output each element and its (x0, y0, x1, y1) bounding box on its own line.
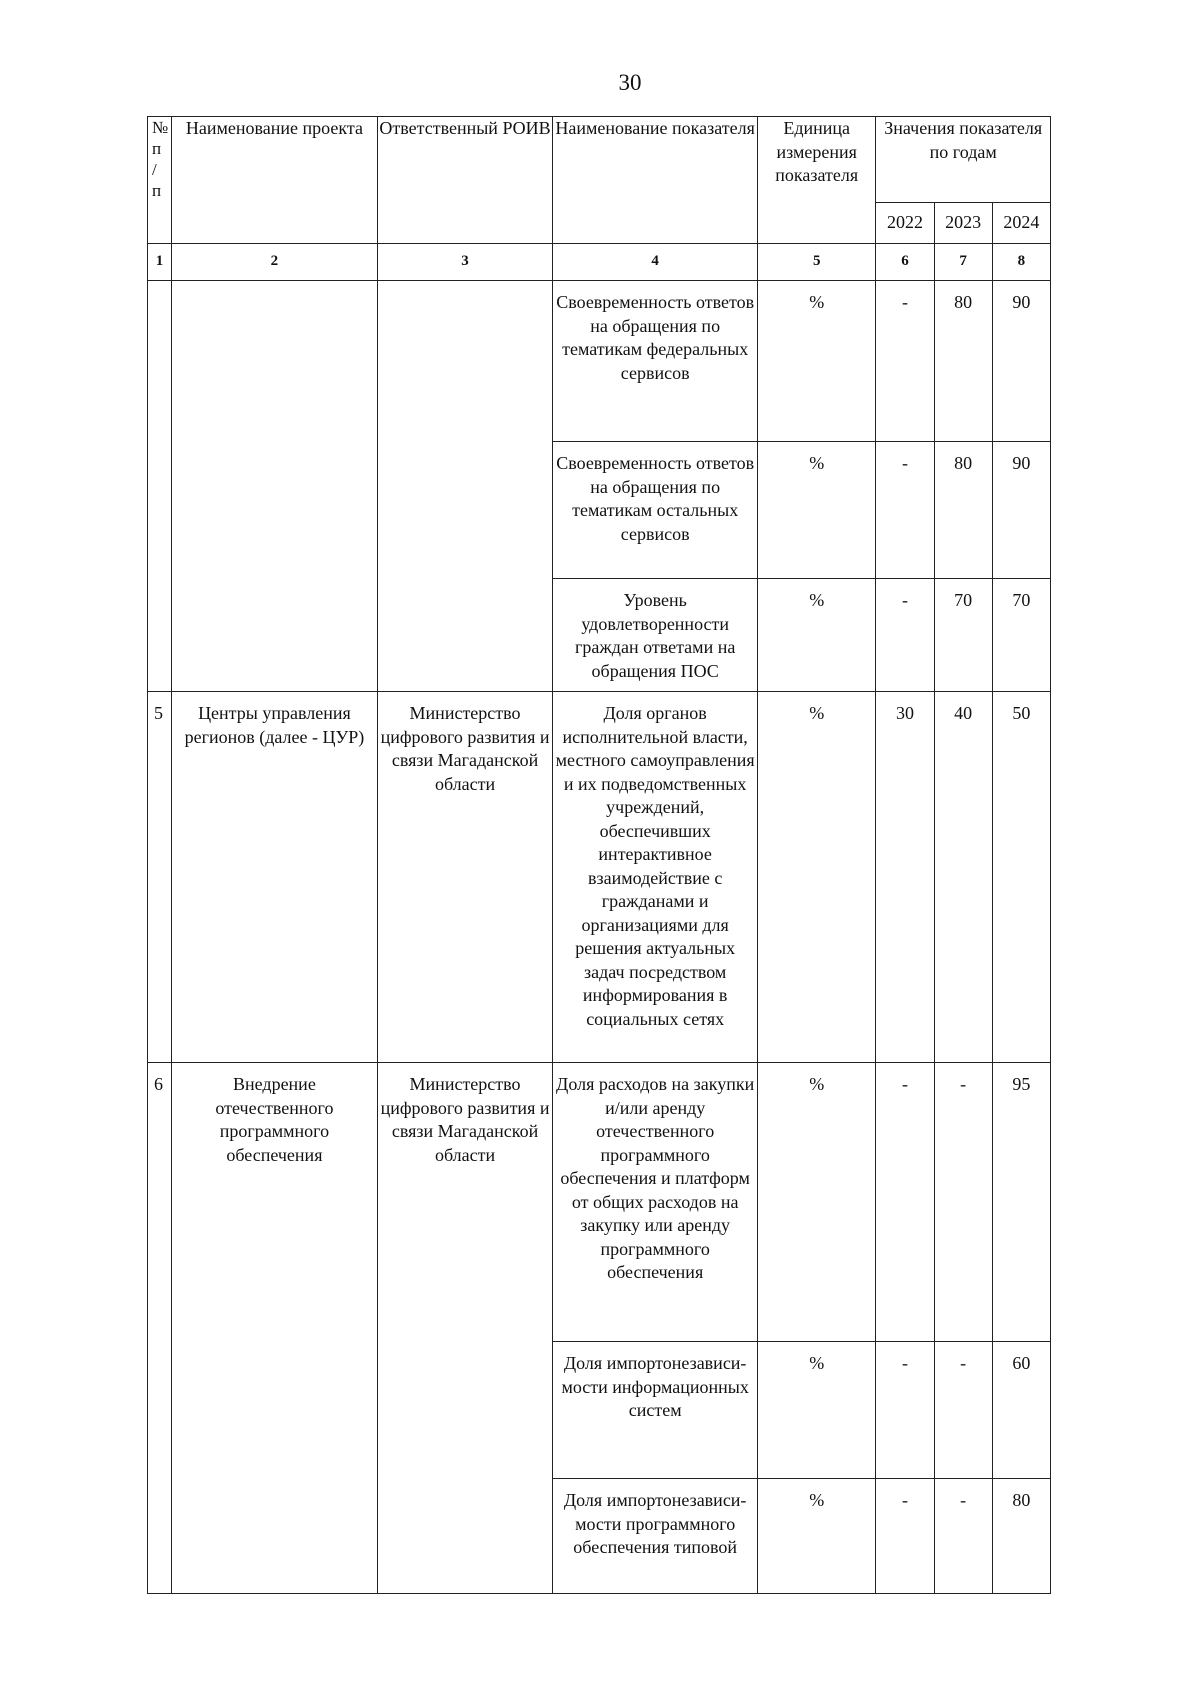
column-number: 2 (172, 244, 378, 281)
row-value-2024: 95 (992, 1063, 1050, 1342)
column-numbers-row (148, 244, 1051, 281)
column-number: 8 (992, 244, 1050, 281)
table-row (148, 1063, 1051, 1342)
row-value-2022: - (876, 579, 934, 692)
header-num-line: № (152, 118, 169, 137)
row-roiv: Министерство цифрового развития и связи Магаданской области (377, 692, 553, 1063)
row-value-2023: - (934, 1479, 992, 1594)
header-values: Значения показателя по годам (876, 117, 1051, 203)
column-number: 3 (377, 244, 553, 281)
row-unit: % (758, 281, 876, 442)
row-num (148, 281, 172, 692)
table-row (148, 692, 1051, 1063)
row-unit: % (758, 442, 876, 579)
row-value-2024: 50 (992, 692, 1050, 1063)
row-value-2024: 70 (992, 579, 1050, 692)
row-value-2023: 80 (934, 442, 992, 579)
column-number: 6 (876, 244, 934, 281)
row-value-2022: 30 (876, 692, 934, 1063)
row-value-2022: - (876, 1479, 934, 1594)
header-num-line: / (152, 160, 157, 179)
header-row (148, 117, 1051, 203)
row-value-2022: - (876, 442, 934, 579)
header-num-line: п (152, 181, 162, 200)
page-number: 30 (618, 70, 642, 95)
column-number: 5 (758, 244, 876, 281)
row-unit: % (758, 1479, 876, 1594)
row-value-2023: 40 (934, 692, 992, 1063)
row-indicator: Доля импортонезависи-мости программного обеспечения типовой (553, 1479, 758, 1594)
row-indicator: Доля органов исполнительной власти, местного самоуправления и их подведомственных учреждений, обеспечивших интерактивное взаимодействие с гражданами и организациями для решения актуальных задач посредством информирования в социальных сетях (553, 692, 758, 1063)
year-2024: 2024 (992, 203, 1050, 244)
row-value-2022: - (876, 1063, 934, 1342)
row-indicator: Своевременность ответов на обращения по тематикам остальных сервисов (553, 442, 758, 579)
year-2023: 2023 (934, 203, 992, 244)
row-value-2022: - (876, 281, 934, 442)
column-number: 1 (148, 244, 172, 281)
row-project (172, 281, 378, 692)
row-project: Центры управления регионов (далее - ЦУР) (172, 692, 378, 1063)
row-unit: % (758, 692, 876, 1063)
row-num: 6 (148, 1063, 172, 1594)
row-value-2024: 80 (992, 1479, 1050, 1594)
row-value-2024: 90 (992, 281, 1050, 442)
row-indicator: Доля импортонезависи-мости информационных систем (553, 1342, 758, 1479)
row-indicator: Доля расходов на закупки и/или аренду отечественного программного обеспечения и платформ от общих расходов на закупку или аренду программного обеспечения (553, 1063, 758, 1342)
year-2022: 2022 (876, 203, 934, 244)
header-indicator: Наименование показателя (553, 117, 758, 244)
header-num (148, 117, 172, 244)
header-roiv: Ответственный РОИВ (377, 117, 553, 244)
row-roiv: Министерство цифрового развития и связи Магаданской области (377, 1063, 553, 1594)
row-value-2023: - (934, 1063, 992, 1342)
row-value-2023: 70 (934, 579, 992, 692)
row-value-2024: 90 (992, 442, 1050, 579)
row-num: 5 (148, 692, 172, 1063)
table-row (148, 281, 1051, 442)
header-unit: Единица измерения показателя (758, 117, 876, 244)
row-value-2022: - (876, 1342, 934, 1479)
row-roiv (377, 281, 553, 692)
row-unit: % (758, 1342, 876, 1479)
header-num-line: п (152, 139, 162, 158)
row-indicator: Своевременность ответов на обращения по тематикам федеральных сервисов (553, 281, 758, 442)
row-unit: % (758, 579, 876, 692)
row-project: Внедрение отечественного программного обеспечения (172, 1063, 378, 1594)
row-indicator: Уровень удовлетворенности граждан ответами на обращения ПОС (553, 579, 758, 692)
row-unit: % (758, 1063, 876, 1342)
indicators-table (147, 116, 1051, 1594)
row-value-2023: - (934, 1342, 992, 1479)
header-project: Наименование проекта (172, 117, 378, 244)
row-value-2023: 80 (934, 281, 992, 442)
column-number: 7 (934, 244, 992, 281)
row-value-2024: 60 (992, 1342, 1050, 1479)
column-number: 4 (553, 244, 758, 281)
